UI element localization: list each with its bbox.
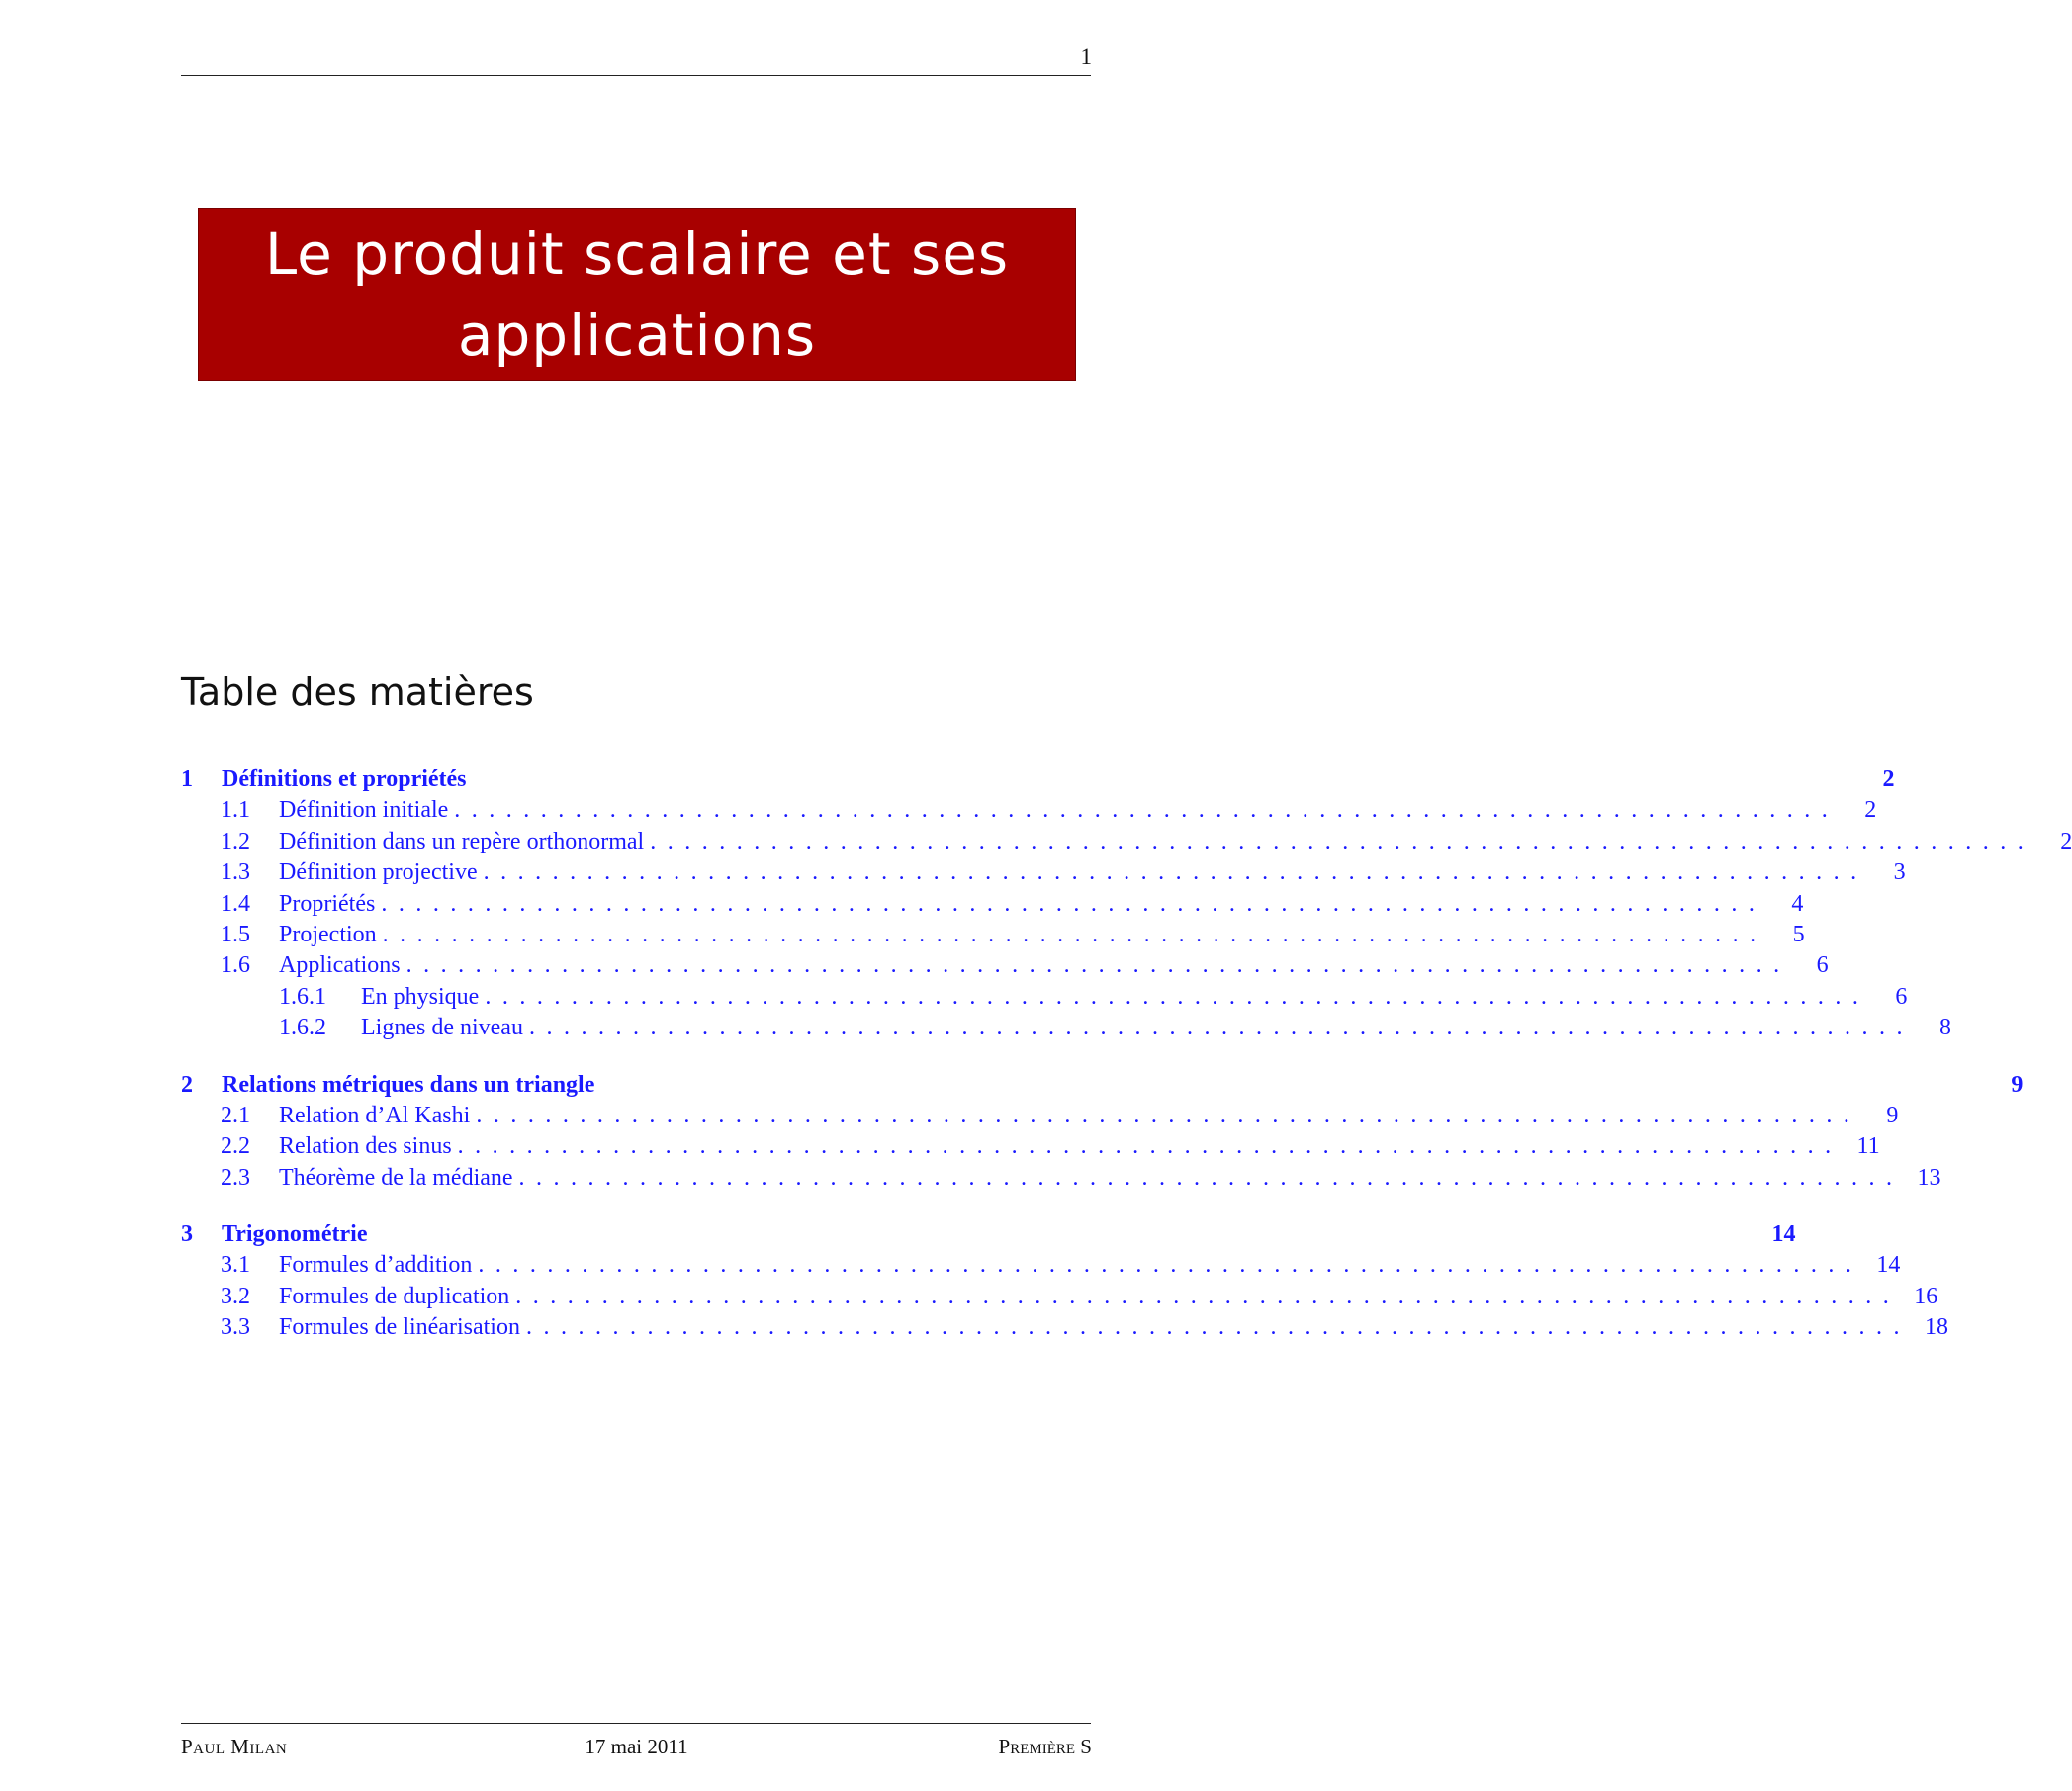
toc-entry-page: 5 <box>1792 921 1805 947</box>
toc-entry-1-4[interactable] <box>181 889 1804 920</box>
toc-dot-leader: ................................................................................ <box>483 859 1868 886</box>
toc-entry-number: 3.2 <box>221 1283 250 1309</box>
toc-entry-label: Relations métriques dans un triangle <box>222 1071 595 1098</box>
toc-entry-3-2[interactable] <box>181 1282 1938 1312</box>
toc-entry-3-3[interactable] <box>181 1312 1948 1343</box>
toc-entry-label: Relation d’Al Kashi <box>279 1102 471 1128</box>
header-rule <box>181 75 1091 76</box>
toc-entry-label: Définitions et propriétés <box>222 766 467 792</box>
footer-author: Paul Milan <box>181 1735 288 1758</box>
toc-dot-leader: ................................................................................ <box>457 1133 1843 1160</box>
toc-dot-leader: ................................................................................ <box>485 983 1870 1010</box>
toc-dot-leader: ................................................................................ <box>454 797 1840 824</box>
toc-entry-number: 3 <box>181 1221 193 1248</box>
toc-entry-number: 1.4 <box>221 890 250 917</box>
toc-entry-label: Relation des sinus <box>279 1133 452 1160</box>
toc-entry-label: Projection <box>279 921 377 947</box>
toc-entry-label: Théorème de la médiane <box>279 1164 513 1191</box>
footer <box>181 1732 1092 1761</box>
page-number: 1 <box>1080 45 1092 69</box>
toc-entry-number: 2.3 <box>221 1164 250 1191</box>
toc-entry-number: 1.6.2 <box>279 1015 326 1041</box>
toc-entry-number: 3.1 <box>221 1252 250 1279</box>
toc-entry-page: 16 <box>1914 1283 1938 1309</box>
toc-entry-page: 2 <box>1882 766 1895 792</box>
toc-entry-label: Définition projective <box>279 859 478 886</box>
toc-entry-label: Applications <box>279 952 401 979</box>
toc-entry-page: 13 <box>1917 1164 1941 1191</box>
toc-entry-label: Définition dans un repère orthonormal <box>279 828 645 854</box>
toc-entry-page: 6 <box>1816 952 1829 979</box>
toc-entry-2-2[interactable] <box>181 1131 1880 1162</box>
toc-dot-leader: ................................................................................ <box>381 890 1766 917</box>
footer-class: Première S <box>998 1735 1092 1758</box>
toc-entry-2-1[interactable] <box>181 1101 1899 1131</box>
toc-dot-leader: ................................................................................ <box>405 952 1791 979</box>
toc-entry-page: 14 <box>1771 1221 1796 1248</box>
toc-entry-number: 1.1 <box>221 797 250 824</box>
toc-entry-label: Définition initiale <box>279 797 449 824</box>
toc-entry-page: 9 <box>2011 1071 2024 1098</box>
toc-entry-page: 3 <box>1893 859 1906 886</box>
toc-entry-label: Formules de duplication <box>279 1283 510 1309</box>
toc-entry-page: 18 <box>1924 1314 1948 1341</box>
toc-dot-leader: ................................................................................ <box>528 1015 1914 1041</box>
toc-entry-page: 4 <box>1791 890 1804 917</box>
toc-entry-number: 2 <box>181 1071 193 1098</box>
toc-entry-page: 14 <box>1876 1252 1901 1279</box>
toc-dot-leader: ................................................................................ <box>515 1283 1901 1309</box>
toc-entry-number: 1.3 <box>221 859 250 886</box>
toc-entry-number: 2.1 <box>221 1102 250 1128</box>
document-title: Le produit scalaire et ses applications <box>264 220 1010 369</box>
toc-entry-1-3[interactable] <box>181 857 1906 888</box>
toc-entry-2-3[interactable] <box>181 1163 1941 1194</box>
toc-entry-1[interactable] <box>181 764 1895 795</box>
title-banner <box>198 208 1076 381</box>
toc-heading: Table des matières <box>181 671 534 714</box>
toc-entry-number: 1.6.1 <box>279 983 326 1010</box>
toc-entry-page: 9 <box>1886 1102 1899 1128</box>
toc-entry-number: 1.5 <box>221 921 250 947</box>
toc-entry-1-1[interactable] <box>181 795 1877 826</box>
toc-entry-1-5[interactable] <box>181 920 1805 950</box>
toc-dot-leader: ................................................................................ <box>525 1314 1911 1341</box>
toc-dot-leader: ................................................................................ <box>518 1164 1904 1191</box>
toc-dot-leader: ................................................................................ <box>382 921 1767 947</box>
toc-entry-number: 2.2 <box>221 1133 250 1160</box>
toc-entry-3[interactable] <box>181 1219 1796 1250</box>
toc-entry-label: Formules de linéarisation <box>279 1314 520 1341</box>
toc-entry-label: Lignes de niveau <box>361 1015 523 1041</box>
toc-entry-label: Trigonométrie <box>222 1221 368 1248</box>
toc-entry-page: 11 <box>1856 1133 1880 1160</box>
footer-rule <box>181 1723 1091 1724</box>
toc-dot-leader: ................................................................................ <box>478 1252 1863 1279</box>
toc-entry-label: Propriétés <box>279 890 376 917</box>
toc-dot-leader: ................................................................................ <box>650 828 2035 854</box>
toc-entry-page: 6 <box>1895 983 1908 1010</box>
toc-entry-label: En physique <box>361 983 480 1010</box>
toc-entry-1-6-2[interactable] <box>181 1013 1951 1043</box>
toc-entry-3-1[interactable] <box>181 1250 1901 1281</box>
toc-entry-number: 3.3 <box>221 1314 250 1341</box>
footer-date: 17 mai 2011 <box>585 1735 688 1758</box>
table-of-contents <box>181 764 2072 1344</box>
toc-entry-label: Formules d’addition <box>279 1252 473 1279</box>
toc-dot-leader: ................................................................................ <box>476 1102 1861 1128</box>
toc-entry-number: 1.6 <box>221 952 250 979</box>
toc-entry-page: 8 <box>1938 1015 1951 1041</box>
toc-entry-page: 2 <box>1864 797 1877 824</box>
toc-entry-page: 2 <box>2060 828 2072 854</box>
toc-entry-1-6[interactable] <box>181 950 1829 981</box>
toc-entry-1-2[interactable] <box>181 827 2072 857</box>
toc-entry-number: 1 <box>181 766 193 792</box>
toc-entry-number: 1.2 <box>221 828 250 854</box>
toc-entry-1-6-1[interactable] <box>181 982 1908 1013</box>
toc-entry-2[interactable] <box>181 1070 2024 1101</box>
